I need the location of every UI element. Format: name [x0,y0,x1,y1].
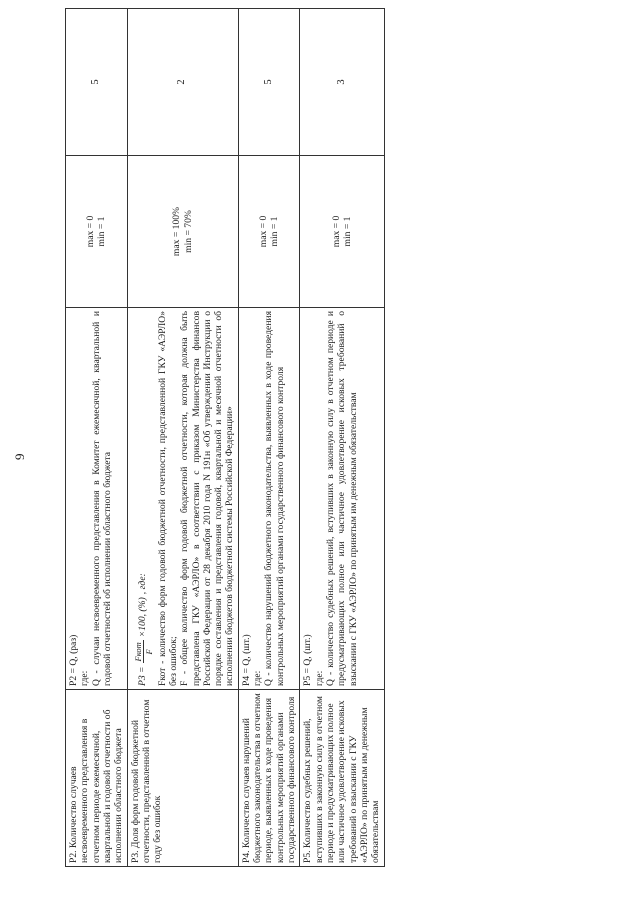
scale-max: max = 0 [257,215,269,248]
indicator-cell: P4. Количество случаев нарушений бюджетного законодательства в отчетном периоде, выявленных в ходе проведения контрольных мероприятий органами государственного финансового контроля [238,690,300,867]
formula-line: Q - случаи несвоевременного представления в Комитет ежемесячной, квартальной и годовой отчетностей об исполнении областного бюджета [90,311,113,686]
page-number: 9 [12,453,27,460]
scale-max: max = 0 [84,215,96,248]
fraction-formula [133,573,154,686]
formula-tail: , где: [137,573,149,595]
weight-cell: 3 [300,9,384,156]
indicators-table [65,8,385,867]
table-row [238,9,300,867]
formula-rhs: ×100, (%) [137,597,149,638]
formula-cell [238,308,300,690]
scale-min: min = 1 [96,216,108,247]
scale-max: max = 100% [171,206,183,257]
fraction [133,640,154,663]
formula-line: Q - количество нарушений бюджетного законодательства, выявленных в ходе проведения контрольных мероприятий органами государственного финансового контроля [263,311,286,686]
formula-line: Fкот - количество форм годовой бюджетной отчетности, представленной ГКУ «АЭРЛО» без ошибок; [156,311,179,686]
formula-line: P4 = Q, (шт.) [240,634,252,686]
scale-cell [238,156,300,308]
scale-min: min = 1 [341,216,353,247]
indicator-cell: P3. Доля форм годовой бюджетной отчетности, представленной в отчетном году без ошибок [127,690,238,867]
table-row [300,9,384,867]
indicator-cell: P5. Количество судебных решений, вступивших в законную силу в отчетном периоде и предусматривающих полное или частичное удовлетворение исковых требований о взыскании с ГКУ «АЭРЛО» по принятым им денежным обязательствам [300,690,384,867]
formula-cell [66,308,128,690]
scale-min: min = 1 [269,216,281,247]
weight-cell: 5 [66,9,128,156]
scale-cell [300,156,384,308]
formula-cell [127,308,238,690]
scale-min: min = 70% [182,210,194,253]
formula-line: F - общее количество форм годовой бюджетной отчетности, которая должна быть представлена ГКУ «АЭРЛО» в соответствии с приказом Министерства финансов Российской Федерации от 28 декабря 2010 года N 191н «Об утверждении Инструкции о порядке составления и представления годовой, квартальной и месячной отчетности об исполнении бюджетов бюджетной системы Российской Федерации» [179,311,236,686]
weight-cell: 2 [127,9,238,156]
table-row [66,9,128,867]
indicator-cell: P2. Количество случаев несвоевременного представления в отчетном периоде ежемесячной, квартальной и годовой отчетности об исполнении областного бюджета [66,690,128,867]
scale-max: max = 0 [330,215,342,248]
scale-cell [66,156,128,308]
formula-line: P2 = Q, (раз) [68,634,79,686]
formula-line: P5 = Q, (шт.) [302,634,314,686]
formula-line: Q - количество судебных решений, вступивших в законную силу в отчетном периоде и предусматривающих полное или частичное удовлетворение исковых требований о взыскании с ГКУ «АЭРЛО» по принятым им денежным обязательствам [324,311,359,686]
formula-lhs: P3 = [137,666,149,686]
formula-cell [300,308,384,690]
scale-cell [127,156,238,308]
table-row [127,9,238,867]
formula-line: где: [79,670,91,686]
fraction-numerator: Fкот [132,642,143,662]
formula-line: где: [252,670,264,686]
fraction-denominator: F [143,649,154,655]
weight-cell: 5 [238,9,300,156]
formula-line: где: [313,670,325,686]
